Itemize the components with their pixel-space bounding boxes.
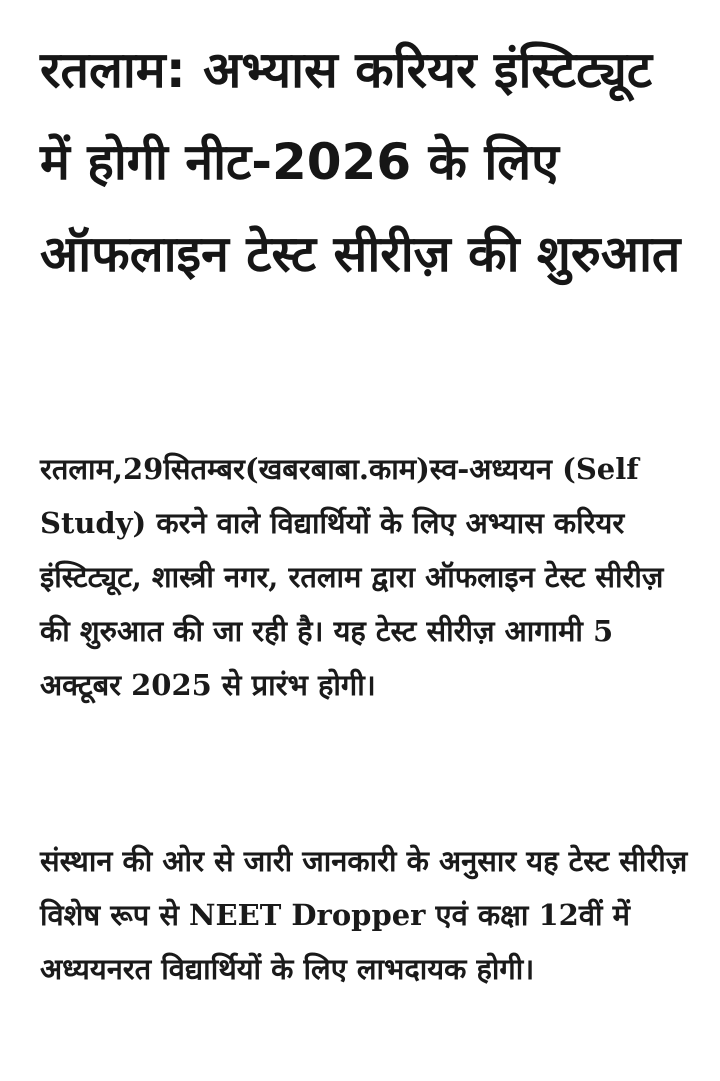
article-paragraph-2: संस्थान की ओर से जारी जानकारी के अनुसार यह टेस्ट सीरीज़ विशेष रूप से NEET Dropper एवं कक्षा 12वीं में अध्ययनरत विद्यार्थियों के लिए लाभदायक होगी। [40,844,688,986]
news-article [40,24,690,986]
article-headline: रतलाम: अभ्यास करियर इंस्टिट्यूट में होगी नीट-2026 के लिए ऑफलाइन टेस्ट सीरीज़ की शुरुआत [40,41,681,283]
article-paragraph-1: रतलाम,29सितम्बर(खबरबाबा.काम)स्व-अध्ययन (Self Study) करने वाले विद्यार्थियों के लिए अभ्यास करियर इंस्टिट्यूट, शास्त्री नगर, रतलाम द्वारा ऑफलाइन टेस्ट सीरीज़ की शुरुआत की जा रही है। यह टेस्ट सीरीज़ आगामी 5 अक्टूबर 2025 से प्रारंभ होगी। [40,452,664,702]
